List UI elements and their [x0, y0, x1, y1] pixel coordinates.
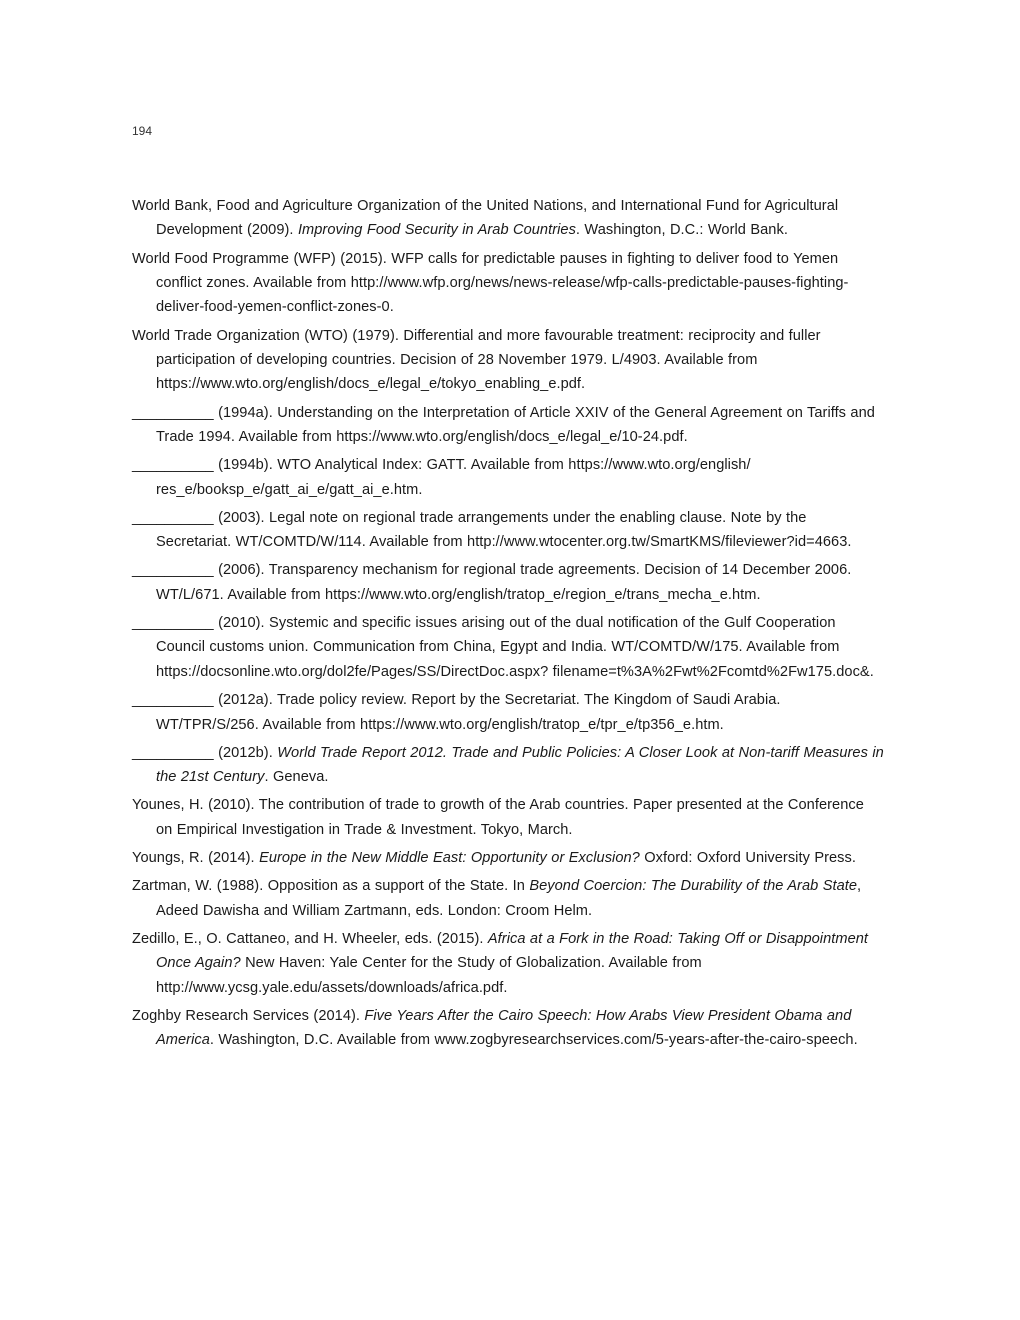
reference-entry: World Food Programme (WFP) (2015). WFP calls for predictable pauses in fighting to deliver food to Yemen conflict zones. Available from http://www.wfp.org/news/news-release/wfp-calls-predictable-pauses-fighting-deliver-food-yemen-conflict-zones-0.: [132, 250, 849, 316]
reference-entry: __________ (2012a). Trade policy review. Report by the Secretariat. The Kingdom of Saudi Arabia. WT/TPR/S/256. Available from https://www.wto.org/english/tratop_e/tpr_e/tp356_e.htm.: [132, 692, 781, 733]
reference-entry: Zedillo, E., O. Cattaneo, and H. Wheeler, eds. (2015). Africa at a Fork in the Road: Taking Off or Disappointment Once Again? New Haven: Yale Center for the Study of Globalization. Available from http://www.ycsg.yale.edu/assets/downloads/africa.pdf.: [132, 930, 869, 996]
reference-entry: Younes, H. (2010). The contribution of trade to growth of the Arab countries. Paper presented at the Conference on Empirical Investigation in Trade & Investment. Tokyo, March.: [132, 797, 864, 838]
reference-entry: __________ (2006). Transparency mechanism for regional trade agreements. Decision of 14 December 2006. WT/L/671. Available from https://www.wto.org/english/tratop_e/region_e/trans_mecha_e.htm.: [132, 562, 852, 603]
reference-entry: World Trade Organization (WTO) (1979). Differential and more favourable treatment: reciprocity and fuller participation of developing countries. Decision of 28 November 1979. L/4903. Available from https://www.wto.org/english/docs_e/legal_e/tokyo_enabling_e.pdf.: [132, 327, 821, 393]
reference-entry: World Bank, Food and Agriculture Organization of the United Nations, and International Fund for Agricultural Development (2009). Improving Food Security in Arab Countries. Washington, D.C.: World Bank.: [132, 198, 839, 239]
reference-entry: Zoghby Research Services (2014). Five Years After the Cairo Speech: How Arabs View President Obama and America. Washington, D.C. Available from www.zogbyresearchservices.com/5-years-after-the-cairo-speech.: [132, 1007, 858, 1049]
reference-entry: __________ (1994b). WTO Analytical Index: GATT. Available from https://www.wto.org/english/ res_e/booksp_e/gatt_ai_e/gatt_ai_e.htm.: [132, 457, 751, 498]
page-number: 194: [132, 124, 153, 138]
reference-entry: __________ (2010). Systemic and specific issues arising out of the dual notification of the Gulf Cooperation Council customs union. Communication from China, Egypt and India. WT/COMTD/W/175. Available from https://docsonline.wto.org/dol2fe/Pages/SS/DirectDoc.aspx? filename=t%3A%2Fwt%2Fcomtd%2Fw175.doc&.: [132, 615, 874, 680]
reference-list: [132, 194, 884, 1056]
reference-entry: Zartman, W. (1988). Opposition as a support of the State. In Beyond Coercion: The Durability of the Arab State, Adeed Dawisha and William Zartmann, eds. London: Croom Helm.: [132, 878, 862, 919]
reference-entry: __________ (2003). Legal note on regional trade arrangements under the enabling clause. Note by the Secretariat. WT/COMTD/W/114. Available from http://www.wtocenter.org.tw/SmartKMS/fileviewer?id=4663.: [132, 509, 852, 551]
reference-entry: __________ (2012b). World Trade Report 2012. Trade and Public Policies: A Closer Look at Non-tariff Measures in the 21st Century. Geneva.: [132, 744, 884, 786]
reference-entry: Youngs, R. (2014). Europe in the New Middle East: Opportunity or Exclusion? Oxford: Oxford University Press.: [132, 849, 856, 866]
reference-entry: __________ (1994a). Understanding on the Interpretation of Article XXIV of the General Agreement on Tariffs and Trade 1994. Available from https://www.wto.org/english/docs_e/legal_e/10-24.pdf.: [132, 404, 875, 446]
